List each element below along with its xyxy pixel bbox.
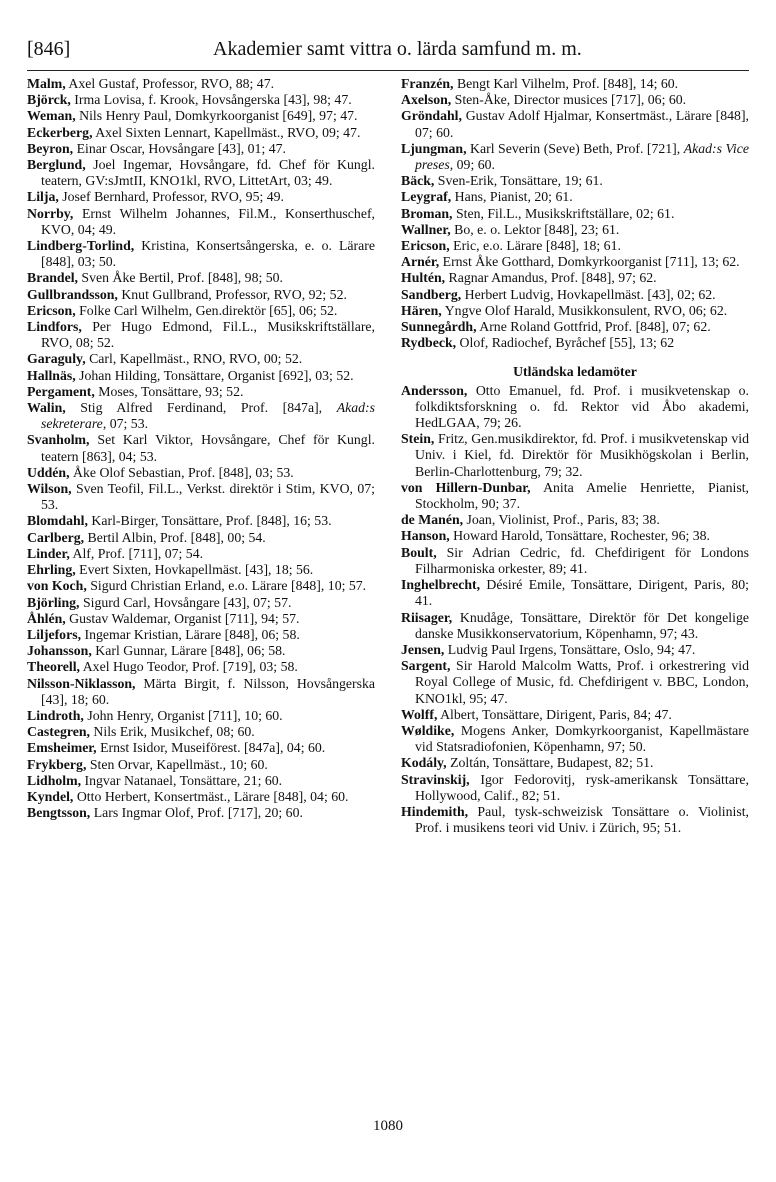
member-entry [401, 528, 749, 544]
member-name: Franzén, [401, 76, 454, 91]
member-entry [401, 658, 749, 707]
member-name: Ljungman, [401, 140, 467, 156]
member-entry [401, 383, 749, 432]
member-details: Karl-Birger, Tonsättare, Prof. [848], 16; 53. [87, 513, 332, 529]
member-entry [27, 125, 375, 141]
member-name: Inghelbrecht, [401, 577, 481, 593]
member-entry [27, 206, 375, 238]
member-details: Axel Hugo Teodor, Prof. [719], 03; 58. [80, 659, 298, 675]
member-details: Nils Henry Paul, Domkyrkoorganist [649], 97; 47. [75, 108, 358, 124]
member-entry [27, 351, 375, 367]
member-details: Ernst Wilhelm Johannes, Fil.M., Konserthuschef, KVO, 04; 49. [41, 205, 375, 237]
member-name: Lindfors, [27, 319, 82, 335]
member-name: Bäck, [401, 173, 435, 189]
member-name: Carlberg, [27, 529, 85, 545]
member-details: Sten, Fil.L., Musikskriftställare, 02; 61. [452, 205, 675, 221]
member-details: Sigurd Christian Erland, e.o. Lärare [848], 10; 57. [86, 578, 367, 594]
member-entry [401, 610, 749, 642]
member-details: Igor Fedorovitj, rysk-amerikansk Tonsättare, Hollywood, Calif., 82; 51. [415, 771, 749, 803]
member-entry [27, 724, 375, 740]
member-entry [27, 319, 375, 351]
member-name: Rydbeck, [401, 335, 457, 351]
member-details: Hans, Pianist, 20; 61. [451, 189, 573, 205]
member-details: Otto Herbert, Konsertmäst., Lärare [848], 04; 60. [73, 788, 349, 804]
member-name: Wøldike, [401, 722, 455, 738]
member-details: Einar Oscar, Hovsångare [43], 01; 47. [73, 140, 286, 156]
member-entry [401, 512, 749, 528]
member-name: Theorell, [27, 659, 81, 675]
member-entry [27, 740, 375, 756]
member-entry [27, 595, 375, 611]
member-details: Mogens Anker, Domkyrkoorganist, Kapellmästare vid Statsradiofonien, Köpenhamn, 97; 50. [415, 722, 749, 755]
member-entry [401, 92, 749, 108]
member-entry [27, 757, 375, 773]
member-name: Kyndel, [27, 788, 74, 804]
member-entry [401, 480, 749, 512]
member-details: Kristina, Konsertsångerska, e. o. Lärare [848], 03; 50. [41, 238, 375, 270]
member-entry [27, 303, 375, 319]
member-name: Lilja, [27, 189, 59, 205]
member-entry [27, 805, 375, 821]
member-details: John Henry, Organist [711], 10; 60. [83, 707, 283, 723]
member-entry [27, 611, 375, 627]
member-name: Åhlén, [27, 610, 66, 626]
member-entry [401, 772, 749, 804]
member-details: Albert, Tonsättare, Dirigent, Paris, 84; 47. [437, 706, 672, 722]
member-name: Kodály, [401, 755, 447, 771]
member-details: Olof, Radiochef, Byråchef [55], 13; 62 [456, 335, 675, 351]
member-name: Arnér, [401, 254, 440, 270]
member-details: Lars Ingmar Olof, Prof. [717], 20; 60. [90, 805, 303, 821]
member-details: Herbert Ludvig, Hovkapellmäst. [43], 02; 62. [461, 286, 716, 302]
right-column [401, 76, 749, 836]
member-entry [27, 708, 375, 724]
member-details: Désiré Emile, Tonsättare, Dirigent, Paris, 80; 41. [415, 577, 749, 609]
member-details: Ernst Åke Gotthard, Domkyrkoorganist [711], 13; 62. [439, 254, 740, 270]
member-name: Bengtsson, [27, 805, 91, 821]
member-entry [27, 627, 375, 643]
member-details: Sven-Erik, Tonsättare, 19; 61. [434, 173, 603, 189]
member-details: Karl Gunnar, Lärare [848], 06; 58. [91, 643, 286, 659]
member-details: Sir Harold Malcolm Watts, Prof. i orkestrering vid Royal College of Music, fd. Chefdirigent v. BBC, London, KNO1kl, 95; 47. [415, 658, 749, 706]
member-name: Walin, [27, 400, 66, 416]
member-name: Wolff, [401, 706, 438, 722]
left-column [27, 76, 375, 821]
member-details: Karl Severin (Seve) Beth, Prof. [721], [466, 140, 684, 156]
member-details: Sten-Åke, Director musices [717], 06; 60. [451, 92, 687, 108]
member-details: Alf, Prof. [711], 07; 54. [69, 545, 204, 561]
member-entry [27, 465, 375, 481]
member-details-tail: , 07; 53. [102, 416, 149, 432]
member-details: Eric, e.o. Lärare [848], 18; 61. [449, 238, 621, 254]
member-details: Irma Lovisa, f. Krook, Hovsångerska [43], 98; 47. [70, 92, 352, 108]
member-entry [401, 755, 749, 771]
member-entry [27, 141, 375, 157]
member-name: Blomdahl, [27, 513, 88, 529]
member-name: Garaguly, [27, 351, 86, 367]
member-name: Lindberg-Torlind, [27, 238, 135, 254]
member-name: Linder, [27, 545, 70, 561]
member-details: Ragnar Amandus, Prof. [848], 97; 62. [445, 270, 657, 286]
member-details: Joel Ingemar, Hovsångare, fd. Chef för Kungl. teatern, GV:sJmtII, KNO1kl, RVO, LittetArt, 03; 49. [41, 157, 375, 189]
member-details: Moses, Tonsättare, 93; 52. [94, 383, 244, 399]
member-details: Sven Teofil, Fil.L., Verkst. direktör i Stim, KVO, 07; 53. [41, 481, 375, 513]
member-entry [401, 303, 749, 319]
member-entry [27, 659, 375, 675]
member-details: Gustav Waldemar, Organist [711], 94; 57. [65, 610, 300, 626]
member-details: Sigurd Carl, Hovsångare [43], 07; 57. [79, 594, 292, 610]
member-entry [27, 368, 375, 384]
member-entry [401, 577, 749, 609]
member-details: Bengt Karl Vilhelm, Prof. [848], 14; 60. [453, 76, 679, 91]
member-entry [27, 513, 375, 529]
member-details: Axel Sixten Lennart, Kapellmäst., RVO, 09; 47. [92, 124, 361, 140]
page-header [27, 38, 749, 68]
member-name: Hindemith, [401, 803, 469, 819]
member-name: Liljefors, [27, 626, 82, 642]
header-rule [27, 70, 749, 71]
member-entry [27, 189, 375, 205]
member-details: Bertil Albin, Prof. [848], 00; 54. [84, 529, 266, 545]
member-name: Norrby, [27, 205, 74, 221]
member-details: Nils Erik, Musikchef, 08; 60. [89, 724, 255, 740]
member-details: Knut Gullbrand, Professor, RVO, 92; 52. [117, 286, 347, 302]
member-entry [401, 206, 749, 222]
member-entry [401, 76, 749, 92]
member-entry [27, 157, 375, 189]
member-name: Pergament, [27, 383, 95, 399]
member-details: Carl, Kapellmäst., RNO, RVO, 00; 52. [85, 351, 303, 367]
member-details: Evert Sixten, Hovkapellmäst. [43], 18; 56. [75, 562, 314, 578]
member-list-foreign [401, 383, 749, 837]
member-details: Stig Alfred Ferdinand, Prof. [847a], [65, 400, 337, 416]
member-name: Jensen, [401, 641, 445, 657]
page-footer-number: 1080 [373, 1118, 403, 1134]
member-entry [401, 254, 749, 270]
member-details: Josef Bernhard, Professor, RVO, 95; 49. [58, 189, 285, 205]
member-details: Set Karl Viktor, Hovsångare, Chef för Kungl. teatern [863], 04; 53. [41, 432, 375, 464]
member-entry [27, 773, 375, 789]
member-name: Björck, [27, 92, 71, 108]
member-entry [401, 804, 749, 836]
member-details: Ingvar Natanael, Tonsättare, 21; 60. [81, 772, 283, 788]
member-entry [27, 789, 375, 805]
member-details: Knudåge, Tonsättare, Direktör för Det kongelige danske Musikkonservatorium, Köpenhamn, 97; 43. [415, 609, 749, 641]
member-entry [401, 173, 749, 189]
member-name: Sandberg, [401, 286, 462, 302]
member-name: Björling, [27, 594, 80, 610]
member-name: Sargent, [401, 658, 451, 674]
member-name: Gullbrandsson, [27, 286, 118, 302]
member-name: Axelson, [401, 92, 452, 108]
member-name: Gröndahl, [401, 108, 462, 124]
member-name: Svanholm, [27, 432, 90, 448]
running-title: Akademier samt vittra o. lärda samfund m. m. [213, 38, 582, 60]
member-entry [401, 238, 749, 254]
member-name: Ericson, [27, 302, 76, 318]
member-name: de Manén, [401, 512, 464, 528]
member-entry [27, 108, 375, 124]
member-name: Broman, [401, 205, 453, 221]
member-details: Otto Emanuel, fd. Prof. i musikvetenskap o. folkdiktsforskning o. fd. Rektor vid Åbo akademi, HedLGAA, 79; 26. [415, 382, 749, 431]
member-details: Axel Gustaf, Professor, RVO, 88; 47. [65, 76, 275, 91]
member-list-swedish [401, 76, 749, 351]
member-entry [27, 432, 375, 464]
member-details: Märta Birgit, f. Nilsson, Hovsångerska [43], 18; 60. [41, 675, 375, 707]
member-entry [401, 431, 749, 480]
member-name: Weman, [27, 108, 76, 124]
member-name: Ericson, [401, 238, 450, 254]
member-name: Castegren, [27, 724, 90, 740]
member-name: Malm, [27, 76, 66, 91]
member-name: Eckerberg, [27, 124, 93, 140]
member-name: Hultén, [401, 270, 446, 286]
member-entry [27, 578, 375, 594]
member-details: Sten Orvar, Kapellmäst., 10; 60. [86, 756, 268, 772]
member-details: Sir Adrian Cedric, fd. Chefdirigent för Londons Filharmoniska orkester, 89; 41. [415, 544, 749, 576]
member-entry [401, 287, 749, 303]
member-entry [401, 335, 749, 351]
member-entry [27, 238, 375, 270]
member-entry [27, 676, 375, 708]
member-details: Folke Carl Wilhelm, Gen.direktör [65], 06; 52. [75, 302, 338, 318]
member-entry [27, 287, 375, 303]
member-details: Howard Harold, Tonsättare, Rochester, 96; 38. [449, 528, 711, 544]
member-entry [27, 643, 375, 659]
member-details: Ludvig Paul Irgens, Tonsättare, Oslo, 94; 47. [444, 641, 696, 657]
member-details: Johan Hilding, Tonsättare, Organist [692], 03; 52. [75, 367, 354, 383]
member-entry [401, 319, 749, 335]
member-name: Ehrling, [27, 562, 76, 578]
member-entry [401, 222, 749, 238]
member-details: Per Hugo Edmond, Fil.L., Musikskriftställare, RVO, 08; 52. [41, 319, 375, 351]
page-number: [846] [27, 38, 71, 60]
member-name: Hanson, [401, 528, 450, 544]
member-entry [401, 642, 749, 658]
member-details-tail: , 09; 60. [449, 157, 495, 173]
member-entry [401, 545, 749, 577]
member-details: Gustav Adolf Hjalmar, Konsertmäst., Lärare [848], 07; 60. [415, 108, 749, 140]
member-entry [27, 270, 375, 286]
member-details: Bo, e. o. Lektor [848], 23; 61. [450, 221, 620, 237]
member-entry [401, 189, 749, 205]
member-details: Paul, tysk-schweizisk Tonsättare o. Violinist, Prof. i musikens teori vid Univ. i Zürich, 95; 51. [415, 803, 749, 836]
member-details: Zoltán, Tonsättare, Budapest, 82; 51. [446, 755, 654, 771]
member-details: Sven Åke Bertil, Prof. [848], 98; 50. [77, 270, 283, 286]
member-entry [27, 92, 375, 108]
member-entry [401, 270, 749, 286]
member-details: Ingemar Kristian, Lärare [848], 06; 58. [81, 626, 300, 642]
member-details: Arne Roland Gottfrid, Prof. [848], 07; 62. [476, 319, 711, 335]
member-entry [27, 562, 375, 578]
member-entry [27, 400, 375, 432]
member-name: Emsheimer, [27, 740, 97, 756]
member-entry [401, 141, 749, 173]
member-name: Lindroth, [27, 707, 84, 723]
member-name: von Koch, [27, 578, 87, 594]
member-name: Leygraf, [401, 189, 452, 205]
member-name: Hallnäs, [27, 367, 76, 383]
member-details: Ernst Isidor, Museiförest. [847a], 04; 60. [96, 740, 326, 756]
member-entry [27, 481, 375, 513]
member-name: Frykberg, [27, 756, 87, 772]
member-name: Lidholm, [27, 772, 82, 788]
member-role: Akad:s Vice preses [415, 140, 749, 173]
member-name: Sunnegårdh, [401, 319, 477, 335]
member-role: Akad:s sekreterare [41, 400, 375, 432]
member-entry [401, 707, 749, 723]
member-entry [401, 723, 749, 755]
member-name: Johansson, [27, 643, 92, 659]
member-name: Wilson, [27, 481, 72, 497]
member-name: Brandel, [27, 270, 78, 286]
member-entry [27, 384, 375, 400]
member-name: Stein, [401, 431, 435, 447]
member-name: von Hillern-Dunbar, [401, 479, 531, 495]
member-name: Berglund, [27, 157, 86, 173]
member-name: Wallner, [401, 221, 451, 237]
member-name: Beyron, [27, 140, 74, 156]
member-name: Nilsson-Niklasson, [27, 675, 136, 691]
section-heading-foreign: Utländska ledamöter [513, 364, 637, 380]
member-details: Yngve Olof Harald, Musikkonsulent, RVO, 06; 62. [441, 302, 728, 318]
member-details: Joan, Violinist, Prof., Paris, 83; 38. [463, 512, 660, 528]
member-details: Anita Amelie Henriette, Pianist, Stockholm, 90; 37. [415, 479, 750, 512]
member-entry [401, 108, 749, 140]
member-name: Boult, [401, 544, 437, 560]
member-name: Stravinskij, [401, 771, 470, 787]
member-entry [27, 546, 375, 562]
member-details: Fritz, Gen.musikdirektor, fd. Prof. i musikvetenskap vid Univ. i Kiel, fd. Direktör för Musikhögskolan i Berlin, Berlin-Charlottenburg, 79; 32. [415, 431, 749, 479]
member-name: Andersson, [401, 382, 468, 398]
member-entry [27, 530, 375, 546]
member-name: Riisager, [401, 609, 453, 625]
member-entry [27, 76, 375, 92]
member-name: Uddén, [27, 464, 70, 480]
member-name: Hären, [401, 302, 442, 318]
member-details: Åke Olof Sebastian, Prof. [848], 03; 53. [69, 464, 294, 480]
